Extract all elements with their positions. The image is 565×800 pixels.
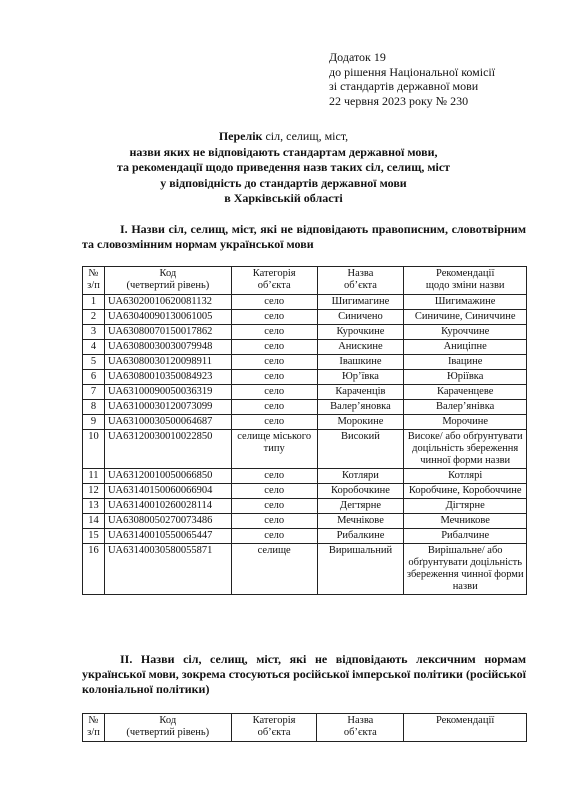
title-bold-word: Перелік xyxy=(218,129,263,143)
table-row xyxy=(83,499,527,514)
row-code: UA63080070150017862 xyxy=(104,325,231,340)
row-code: UA63140010550065447 xyxy=(104,529,231,544)
row-recommendation: Котлярі xyxy=(404,469,527,484)
row-code: UA63120030010022850 xyxy=(104,430,231,469)
row-code: UA63100030120073099 xyxy=(104,400,231,415)
title-line-3: та рекомендації щодо приведення назв таких сіл, селищ, міст xyxy=(116,160,451,174)
header-text: щодо зміни назви xyxy=(425,280,505,291)
header-text: № xyxy=(88,268,99,279)
header-text: Код xyxy=(159,715,177,726)
section-2-heading xyxy=(82,652,526,697)
table-row xyxy=(83,355,527,370)
row-code: UA63080030030079948 xyxy=(104,340,231,355)
row-number: 6 xyxy=(83,370,105,385)
row-name: Рибалкине xyxy=(317,529,404,544)
row-number: 5 xyxy=(83,355,105,370)
row-recommendation: Юріївка xyxy=(404,370,527,385)
row-number: 10 xyxy=(83,430,105,469)
row-code: UA63140030580055871 xyxy=(104,544,231,595)
row-recommendation: Дігтярне xyxy=(404,499,527,514)
row-number: 13 xyxy=(83,499,105,514)
title-line-1 xyxy=(40,129,527,145)
row-recommendation: Рибалчине xyxy=(404,529,527,544)
row-name: Курочкине xyxy=(317,325,404,340)
column-header-recommendation xyxy=(404,714,527,742)
row-code: UA63140150060066904 xyxy=(104,484,231,499)
row-code: UA63080030120098911 xyxy=(104,355,231,370)
row-recommendation: Караченцеве xyxy=(404,385,527,400)
title-line-5: в Харківській області xyxy=(224,191,343,205)
header-text: Категорія xyxy=(252,268,296,279)
header-text: об’єкта xyxy=(257,727,291,738)
appendix-number: Додаток 19 xyxy=(329,50,386,64)
row-number: 12 xyxy=(83,484,105,499)
row-recommendation: Коробчине, Коробоччине xyxy=(404,484,527,499)
column-header-number xyxy=(83,267,105,295)
row-name: Морокине xyxy=(317,415,404,430)
column-header-code xyxy=(104,714,231,742)
column-header-name xyxy=(317,714,404,742)
row-category: село xyxy=(231,400,317,415)
row-name: Анискине xyxy=(317,340,404,355)
row-category: селище міського типу xyxy=(231,430,317,469)
table-row xyxy=(83,400,527,415)
commission-name: зі стандартів державної мови xyxy=(329,79,479,93)
row-name: Високий xyxy=(317,430,404,469)
row-number: 11 xyxy=(83,469,105,484)
row-recommendation: Високе/ або обґрунтувати доцільність збереження чинної форми назви xyxy=(404,430,527,469)
table-header-row xyxy=(83,267,527,295)
header-text: з/п xyxy=(87,280,100,291)
header-text: № xyxy=(88,715,99,726)
row-code: UA63040090130061005 xyxy=(104,310,231,325)
table-row xyxy=(83,529,527,544)
header-text: (четвертий рівень) xyxy=(126,280,210,291)
row-name: Дегтярне xyxy=(317,499,404,514)
row-code: UA63020010620081132 xyxy=(104,295,231,310)
row-code: UA63080010350084923 xyxy=(104,370,231,385)
row-name: Виришальний xyxy=(317,544,404,595)
row-category: село xyxy=(231,310,317,325)
table-row xyxy=(83,295,527,310)
header-text: (четвертий рівень) xyxy=(126,727,210,738)
title-line-4: у відповідність до стандартів державної мови xyxy=(160,175,407,190)
row-recommendation: Синичине, Синиччине xyxy=(404,310,527,325)
row-category: село xyxy=(231,325,317,340)
row-number: 8 xyxy=(83,400,105,415)
row-recommendation: Мечникове xyxy=(404,514,527,529)
row-category: село xyxy=(231,385,317,400)
row-recommendation: Вирішальне/ або обґрунтувати доцільність збереження чинної форми назви xyxy=(404,544,527,595)
header-text: Рекомендації xyxy=(436,268,495,279)
row-number: 4 xyxy=(83,340,105,355)
row-name: Коробочкине xyxy=(317,484,404,499)
column-header-category xyxy=(231,267,317,295)
row-category: село xyxy=(231,529,317,544)
row-number: 16 xyxy=(83,544,105,595)
table-row xyxy=(83,484,527,499)
table-header-row xyxy=(83,714,527,742)
row-category: селище xyxy=(231,544,317,595)
row-category: село xyxy=(231,355,317,370)
column-header-name xyxy=(317,267,404,295)
row-recommendation: Івацине xyxy=(404,355,527,370)
table-row xyxy=(83,310,527,325)
appendix-header xyxy=(329,50,495,108)
row-code: UA63080050270073486 xyxy=(104,514,231,529)
row-category: село xyxy=(231,469,317,484)
row-number: 7 xyxy=(83,385,105,400)
column-header-number xyxy=(83,714,105,742)
row-name: Івашкине xyxy=(317,355,404,370)
header-text: об’єкта xyxy=(257,280,291,291)
row-code: UA63100090050036319 xyxy=(104,385,231,400)
table-row xyxy=(83,430,527,469)
row-recommendation: Морочине xyxy=(404,415,527,430)
row-name: Валер’яновка xyxy=(317,400,404,415)
title-line-1-rest: сіл, селищ, міст, xyxy=(262,129,349,143)
row-category: село xyxy=(231,514,317,529)
document-title xyxy=(40,129,527,207)
row-number: 3 xyxy=(83,325,105,340)
row-name: Котляри xyxy=(317,469,404,484)
row-number: 9 xyxy=(83,415,105,430)
row-recommendation: Валер’янівка xyxy=(404,400,527,415)
header-text: об’єкта xyxy=(343,727,377,738)
header-text: Рекомендації xyxy=(435,715,495,726)
row-number: 15 xyxy=(83,529,105,544)
decision-date: 22 червня 2023 року № 230 xyxy=(329,93,469,108)
row-category: село xyxy=(231,340,317,355)
section-1-heading-text: I. Назви сіл, селищ, міст, які не відповідають правописним, словотвірним та словозмінним нормам української мови xyxy=(82,222,526,251)
table-row xyxy=(83,469,527,484)
header-text: з/п xyxy=(87,727,100,738)
row-number: 1 xyxy=(83,295,105,310)
row-code: UA63120010050066850 xyxy=(104,469,231,484)
row-name: Шигимагине xyxy=(317,295,404,310)
row-category: село xyxy=(231,295,317,310)
header-text: Категорія xyxy=(252,715,296,726)
table-row xyxy=(83,385,527,400)
section-1-heading xyxy=(82,222,526,252)
names-table-2 xyxy=(82,713,527,742)
row-name: Мечнікове xyxy=(317,514,404,529)
table-row xyxy=(83,325,527,340)
column-header-code xyxy=(104,267,231,295)
row-category: село xyxy=(231,484,317,499)
row-name: Синичено xyxy=(317,310,404,325)
row-category: село xyxy=(231,370,317,385)
row-recommendation: Шигимажине xyxy=(404,295,527,310)
row-recommendation: Куроччине xyxy=(404,325,527,340)
section-2-heading-text: II. Назви сіл, селищ, міст, які не відповідають лексичним нормам української мови, зокрема стосуються російської імперської політики (російської колоніальної політики) xyxy=(82,652,526,696)
header-text: Назва xyxy=(347,268,374,279)
table-row xyxy=(83,370,527,385)
row-category: село xyxy=(231,499,317,514)
column-header-recommendation xyxy=(404,267,527,295)
row-name: Караченців xyxy=(317,385,404,400)
row-name: Юр’ївка xyxy=(317,370,404,385)
table-row xyxy=(83,340,527,355)
decision-reference: до рішення Національної комісії xyxy=(329,64,496,79)
row-number: 2 xyxy=(83,310,105,325)
row-category: село xyxy=(231,415,317,430)
header-text: Назва xyxy=(347,715,374,726)
column-header-category xyxy=(231,714,317,742)
table-row xyxy=(83,514,527,529)
title-line-2: назви яких не відповідають стандартам державної мови, xyxy=(129,144,438,159)
row-number: 14 xyxy=(83,514,105,529)
header-text: Код xyxy=(159,268,177,279)
table-row xyxy=(83,415,527,430)
names-table-1 xyxy=(82,266,527,595)
table-row xyxy=(83,544,527,595)
row-code: UA63140010260028114 xyxy=(104,499,231,514)
row-code: UA63100030500064687 xyxy=(104,415,231,430)
header-text: об’єкта xyxy=(343,280,377,291)
row-recommendation: Аниціпне xyxy=(404,340,527,355)
